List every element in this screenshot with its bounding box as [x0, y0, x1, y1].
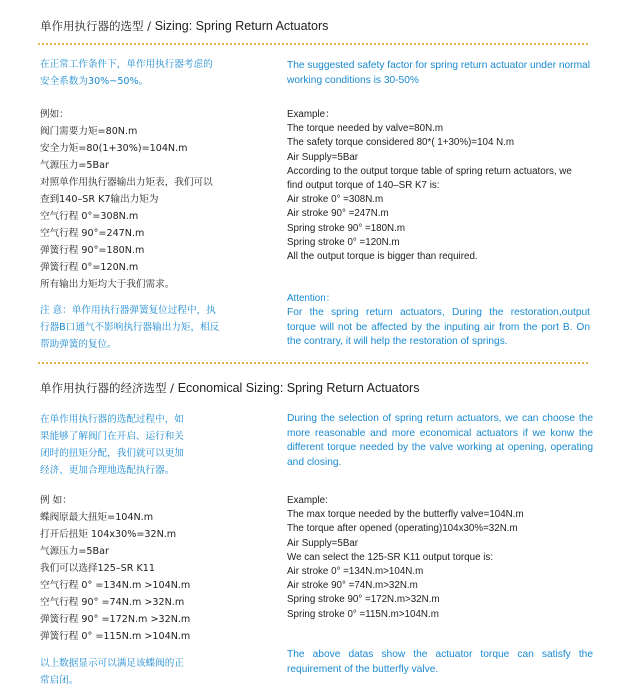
example-en-line: find output torque of 140–SR K7 is:: [287, 180, 440, 192]
example-cn-line: 安全力矩=80(1+30%)=104N.m: [40, 143, 188, 154]
example-en-line: We can select the 125-SR K11 output torque is:: [287, 551, 494, 563]
section2-intro-en: During the selection of spring return actuators, we can choose the more reasonable and more economical actuators if we konw the different torque needed by the valve working at opening, operating and closing.: [287, 413, 593, 468]
example-en-line: The max torque needed by the butterfly valve=104N.m: [287, 509, 524, 521]
example-cn-line: 所有输出力矩均大于我们需求。: [40, 279, 175, 290]
example-en-line: Example：: [287, 109, 335, 120]
example-en-line: Spring stroke 0° =120N.m: [287, 236, 400, 248]
example-en-line: Air stroke 90° =74N.m>32N.m: [287, 580, 418, 592]
intro-cn-line: 在单作用执行器的选配过程中，如: [40, 414, 184, 425]
note-cn-line: 行器B口通气不影响执行器输出力矩，相反: [40, 322, 220, 333]
example-en-line: Air stroke 0° =134N.m>104N.m: [287, 566, 424, 578]
example-en-line: Air Supply=5Bar: [287, 151, 359, 163]
example-cn-line: 空气行程 90°=247N.m: [40, 228, 145, 239]
example-en-line: Air stroke 90° =247N.m: [287, 208, 389, 220]
example-en-line: The torque after opened (operating)104x30%=32N.m: [287, 523, 518, 535]
example-en-line: Spring stroke 90° =172N.m>32N.m: [287, 594, 440, 606]
section2-example-cn: [40, 492, 190, 645]
example-en-line: Air Supply=5Bar: [287, 537, 359, 549]
example-cn-line: 弹簧行程 90° =172N.m >32N.m: [40, 614, 191, 625]
section1-title: [40, 18, 328, 34]
example-cn-line: 弹簧行程 0° =115N.m >104N.m: [40, 631, 191, 642]
example-en-line: Spring stroke 0° =115N.m>104N.m: [287, 608, 439, 620]
section1-note-label: Attention：: [287, 293, 336, 304]
section1-note-en: For the spring return actuators, During the restoration,output torque will not be affected by the inputing air from the port B. On the contrary, it will help the restoration of springs.: [287, 307, 590, 347]
intro-cn-line: 安全系数为30%~50%。: [40, 76, 149, 87]
example-cn-line: 查到140–SR K7输出力矩为: [40, 194, 159, 205]
example-cn-line: 气源压力=5Bar: [40, 546, 109, 557]
intro-cn-line: 闭时的扭矩分配，我们就可以更加: [40, 448, 184, 459]
example-cn-line: 空气行程 90° =74N.m >32N.m: [40, 597, 185, 608]
section2-conclusion-cn: [40, 655, 184, 689]
conclusion-cn-line: 以上数据显示可以满足该蝶阀的正: [40, 658, 184, 669]
section1-example-en: [287, 108, 572, 264]
example-en-line: Air stroke 0° =308N.m: [287, 194, 384, 206]
note-cn-line: 注 意：单作用执行器弹簧复位过程中，执: [40, 305, 216, 316]
section2-intro-cn: [40, 411, 184, 479]
example-cn-line: 例 如：: [40, 495, 72, 506]
intro-cn-line: 果能够了解阀门在开启、运行和关: [40, 431, 184, 442]
note-cn-line: 帮助弹簧的复位。: [40, 339, 117, 350]
example-cn-line: 弹簧行程 0°=120N.m: [40, 262, 139, 273]
example-cn-line: 弹簧行程 90°=180N.m: [40, 245, 145, 256]
example-cn-line: 打开后扭矩 104x30%=32N.m: [40, 529, 177, 540]
divider-top: [38, 43, 588, 45]
example-en-line: All the output torque is bigger than required.: [287, 251, 478, 263]
intro-cn-line: 在正常工作条件下，单作用执行器考虑的: [40, 59, 213, 70]
example-en-line: Spring stroke 90° =180N.m: [287, 222, 406, 234]
example-cn-line: 例如：: [40, 109, 69, 120]
section1-example-cn: [40, 106, 213, 293]
section2-conclusion-en: The above datas show the actuator torque can satisfy the requirement of the butterfly valve.: [287, 649, 593, 675]
example-cn-line: 我们可以选择125–SR K11: [40, 563, 155, 574]
section1-title-en: Sizing: Spring Return Actuators: [154, 19, 329, 33]
example-cn-line: 对照单作用执行器输出力矩表，我们可以: [40, 177, 213, 188]
example-cn-line: 空气行程 0° =134N.m >104N.m: [40, 580, 191, 591]
example-cn-line: 气源压力=5Bar: [40, 160, 109, 171]
section2-title: [40, 380, 419, 396]
section2-title-en: Economical Sizing: Spring Return Actuators: [177, 381, 420, 395]
section1-note-cn: [40, 302, 219, 353]
section2-title-cn: 单作用执行器的经济选型 /: [40, 381, 178, 395]
section2-example-en: [287, 494, 524, 622]
section1-title-cn: 单作用执行器的选型 /: [40, 19, 155, 33]
section1-intro-en: The suggested safety factor for spring return actuator under normal working conditions is 30-50%: [287, 60, 590, 86]
example-cn-line: 空气行程 0°=308N.m: [40, 211, 139, 222]
example-cn-line: 阀门需要力矩=80N.m: [40, 126, 138, 137]
example-en-line: The safety torque considered 80*( 1+30%)=104 N.m: [287, 137, 515, 149]
conclusion-cn-line: 常启闭。: [40, 675, 79, 686]
intro-cn-line: 经济、更加合理地选配执行器。: [40, 465, 175, 476]
divider-middle: [38, 362, 588, 364]
section1-intro-cn: [40, 56, 213, 90]
example-cn-line: 蝶阀原最大扭矩=104N.m: [40, 512, 154, 523]
example-en-line: According to the output torque table of spring return actuators, we: [287, 165, 572, 177]
example-en-line: Example:: [287, 495, 328, 506]
example-en-line: The torque needed by valve=80N.m: [287, 123, 444, 135]
